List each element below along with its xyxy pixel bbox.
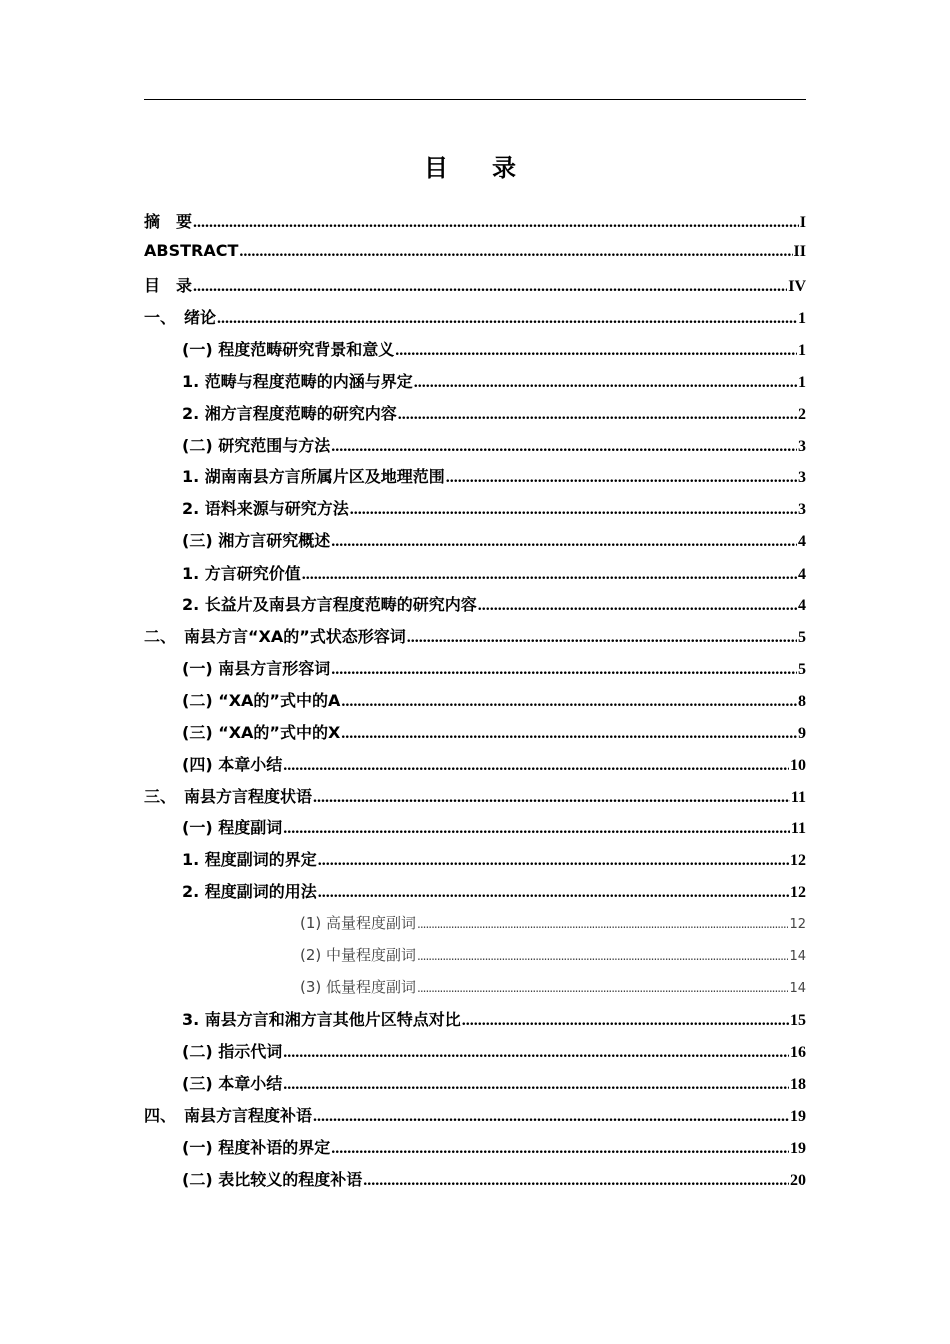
toc-entry-page: 4 [798,597,806,614]
toc-entry-label: 2. 长益片及南县方言程度范畴的研究内容 [182,595,477,614]
toc-entry[interactable] [300,912,806,934]
dot-leader [283,1044,789,1062]
dot-leader [462,1012,789,1030]
toc-entry-page: 5 [798,661,806,678]
toc-entry-label: (2) 中量程度副词 [300,946,417,964]
toc-entry[interactable] [300,944,806,966]
toc-entry-label: 一、 绪论 [144,308,217,327]
dot-leader [398,406,797,424]
toc-entry-page: 12 [789,917,806,932]
toc-entry-label: 摘 要 [144,212,193,231]
toc-entry-label: (二) 研究范围与方法 [182,436,331,455]
dot-leader [446,469,797,487]
toc-entry[interactable] [182,1135,806,1157]
dot-leader [313,789,790,807]
toc-entry[interactable] [182,1071,806,1093]
toc-entry-page: 8 [798,693,806,710]
toc-entry-page: 3 [798,469,806,486]
toc-entry-page: 14 [789,949,806,964]
dot-leader [283,1076,789,1094]
toc-entry-label: 3. 南县方言和湘方言其他片区特点对比 [182,1010,461,1029]
toc-entry-label: (二) “XA的”式中的A [182,691,341,710]
toc-entry-page: 14 [789,981,806,996]
toc-entry[interactable] [144,1103,806,1125]
toc-entry-label: 目 录 [144,276,193,295]
toc-entry[interactable] [144,305,806,327]
toc-entry-page: IV [788,278,806,295]
toc-entry-page: 20 [790,1172,806,1189]
dot-leader [417,946,788,964]
dot-leader [407,629,797,647]
dot-leader [331,661,797,679]
toc-entry-page: 2 [798,406,806,423]
dot-leader [417,914,788,932]
page-title: 目 录 [424,154,526,182]
toc-entry-label: (二) 指示代词 [182,1042,283,1061]
toc-entry-page: 19 [790,1140,806,1157]
dot-leader [283,757,789,775]
toc-entry-label: (四) 本章小结 [182,755,283,774]
toc-entry[interactable] [300,976,806,998]
toc-entry-label: 四、 南县方言程度补语 [144,1106,313,1125]
toc-entry[interactable] [182,752,806,774]
toc-entry[interactable] [182,656,806,678]
dot-leader [318,884,789,902]
dot-leader [331,438,797,456]
toc-entry[interactable] [182,847,806,869]
toc-entry[interactable] [182,337,806,359]
dot-leader [331,1140,789,1158]
toc-entry[interactable] [182,369,806,391]
toc-entry-label: (一) 南县方言形容词 [182,659,331,678]
dot-leader [239,243,792,261]
toc-entry-page: I [799,214,806,231]
toc-entry-page: 15 [790,1012,806,1029]
toc-entry-page: 19 [790,1108,806,1125]
toc-entry-label: 1. 湖南南县方言所属片区及地理范围 [182,467,445,486]
toc-entry[interactable] [144,273,806,295]
toc-entry-label: 二、 南县方言“XA的”式状态形容词 [144,627,406,646]
dot-leader [417,978,788,996]
toc-entry-label: (二) 表比较义的程度补语 [182,1170,363,1189]
toc-entry-label: (一) 程度补语的界定 [182,1138,331,1157]
dot-leader [318,852,789,870]
dot-leader [414,374,797,392]
toc-entry[interactable] [182,496,806,518]
toc-entry[interactable] [182,815,806,837]
toc-entry-label: 2. 湘方言程度范畴的研究内容 [182,404,397,423]
toc-entry[interactable] [182,433,806,455]
toc-entry[interactable] [182,592,806,614]
toc-entry-page: 11 [790,820,806,837]
toc-entry[interactable] [182,401,806,423]
toc-entry[interactable] [182,528,806,550]
toc-entry-label: (三) 湘方言研究概述 [182,531,331,550]
dot-leader [283,820,790,838]
toc-entry-page: 3 [798,438,806,455]
toc-entry-page: 4 [798,566,806,583]
toc-entry-label: 2. 语料来源与研究方法 [182,499,349,518]
toc-entry-label: 2. 程度副词的用法 [182,882,317,901]
toc-entry-page: 11 [790,789,806,806]
toc-entry-label: (3) 低量程度副词 [300,978,417,996]
toc-entry-page: II [793,243,806,260]
toc-entry[interactable] [182,688,806,710]
toc-entry-label: (三) “XA的”式中的X [182,723,341,742]
dot-leader [395,342,797,360]
dot-leader [193,278,787,296]
toc-entry-label: 1. 程度副词的界定 [182,850,317,869]
dot-leader [313,1108,789,1126]
toc-entry-page: 1 [798,374,806,391]
toc-entry-page: 3 [798,501,806,518]
toc-entry[interactable] [144,241,806,263]
toc-entry-label: (1) 高量程度副词 [300,914,417,932]
toc-entry-page: 9 [798,725,806,742]
toc-entry-label: ABSTRACT [144,241,239,260]
dot-leader [331,533,797,551]
toc-entry[interactable] [144,624,806,646]
toc-entry[interactable] [182,561,806,583]
toc-entry-page: 5 [798,629,806,646]
dot-leader [350,501,797,519]
toc-entry-label: 三、 南县方言程度状语 [144,787,313,806]
toc-entry-page: 12 [790,884,806,901]
toc-entry-page: 16 [790,1044,806,1061]
dot-leader [302,566,797,584]
toc-entry[interactable] [182,1007,806,1029]
toc-entry[interactable] [182,1039,806,1061]
toc-entry-page: 4 [798,533,806,550]
dot-leader [341,693,797,711]
dot-leader [363,1172,789,1190]
toc-entry-label: (三) 本章小结 [182,1074,283,1093]
toc-entry-page: 1 [798,342,806,359]
toc-entry[interactable] [182,464,806,486]
toc-entry-label: (一) 程度副词 [182,818,283,837]
toc-entry-label: (一) 程度范畴研究背景和意义 [182,340,395,359]
dot-leader [478,597,797,615]
toc-entry-label: 1. 范畴与程度范畴的内涵与界定 [182,372,413,391]
toc-entry[interactable] [182,879,806,901]
dot-leader [193,214,799,232]
toc-entry[interactable] [182,720,806,742]
toc-entry-page: 12 [790,852,806,869]
toc-entry-page: 10 [790,757,806,774]
dot-leader [341,725,797,743]
toc-entry[interactable] [144,209,806,231]
dot-leader [217,310,797,328]
toc-entry[interactable] [144,784,806,806]
toc-entry-label: 1. 方言研究价值 [182,564,301,583]
toc-entry-page: 18 [790,1076,806,1093]
toc-entry-page: 1 [798,310,806,327]
toc-entry[interactable] [182,1167,806,1189]
